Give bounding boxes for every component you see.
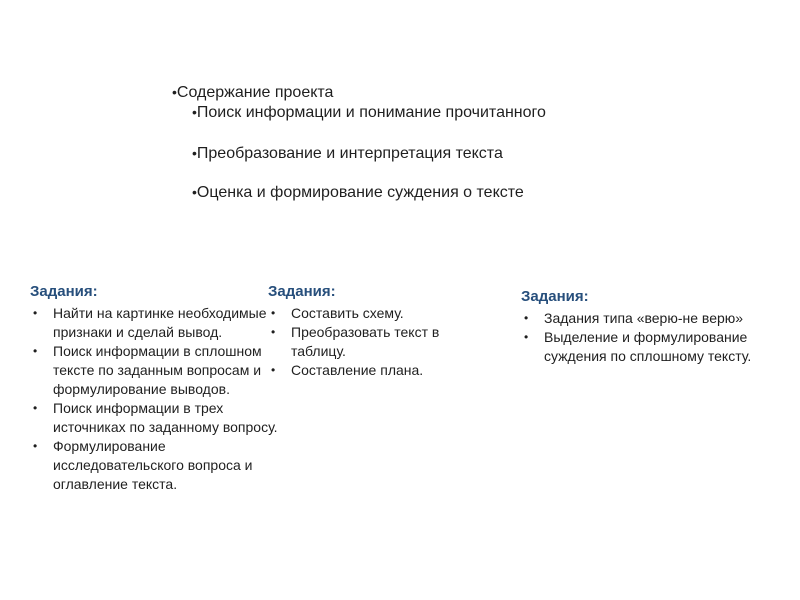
bullet-icon: • bbox=[271, 306, 276, 320]
list-item: • Поиск информации в трех источниках по заданному вопросу. bbox=[33, 400, 278, 435]
bullet-icon: • bbox=[271, 363, 276, 377]
project-content-title: •Содержание проекта bbox=[172, 84, 334, 101]
project-content-item: •Оценка и формирование суждения о тексте bbox=[192, 184, 524, 201]
bullet-icon: • bbox=[172, 84, 177, 100]
bullet-icon: • bbox=[192, 104, 197, 120]
bullet-icon: • bbox=[192, 184, 197, 200]
bullet-icon: • bbox=[33, 306, 38, 320]
list-item: • Задания типа «верю-не верю» bbox=[524, 310, 744, 326]
bullet-icon: • bbox=[524, 330, 529, 344]
bullet-icon: • bbox=[33, 344, 38, 358]
bullet-icon: • bbox=[33, 439, 38, 453]
tasks-title: Задания: bbox=[30, 283, 98, 300]
tasks-title: Задания: bbox=[521, 288, 589, 305]
tasks-list bbox=[268, 304, 488, 380]
list-item: • Составление плана. bbox=[271, 362, 424, 378]
list-item: • Составить схему. bbox=[271, 305, 404, 321]
project-content-item: •Поиск информации и понимание прочитанного bbox=[192, 104, 546, 121]
bullet-icon: • bbox=[524, 311, 529, 325]
bullet-icon: • bbox=[271, 325, 276, 339]
tasks-list bbox=[30, 304, 285, 494]
bullet-icon: • bbox=[192, 145, 197, 161]
tasks-column-transform bbox=[268, 282, 488, 380]
tasks-list bbox=[521, 309, 786, 366]
list-item: • Выделение и формулирование суждения по сплошному тексту. bbox=[524, 329, 752, 364]
tasks-column-search bbox=[30, 282, 285, 494]
list-item: • Формулирование исследовательского вопроса и оглавление текста. bbox=[33, 438, 253, 492]
tasks-title: Задания: bbox=[268, 283, 336, 300]
tasks-column-evaluation bbox=[521, 287, 786, 366]
list-item: • Найти на картинке необходимые признаки и сделай вывод. bbox=[33, 305, 267, 340]
project-content-block bbox=[0, 0, 800, 240]
project-content-item: •Преобразование и интерпретация текста bbox=[192, 145, 503, 162]
list-item: • Преобразовать текст в таблицу. bbox=[271, 324, 440, 359]
bullet-icon: • bbox=[33, 401, 38, 415]
list-item: • Поиск информации в сплошном тексте по заданным вопросам и формулирование выводов. bbox=[33, 343, 262, 397]
